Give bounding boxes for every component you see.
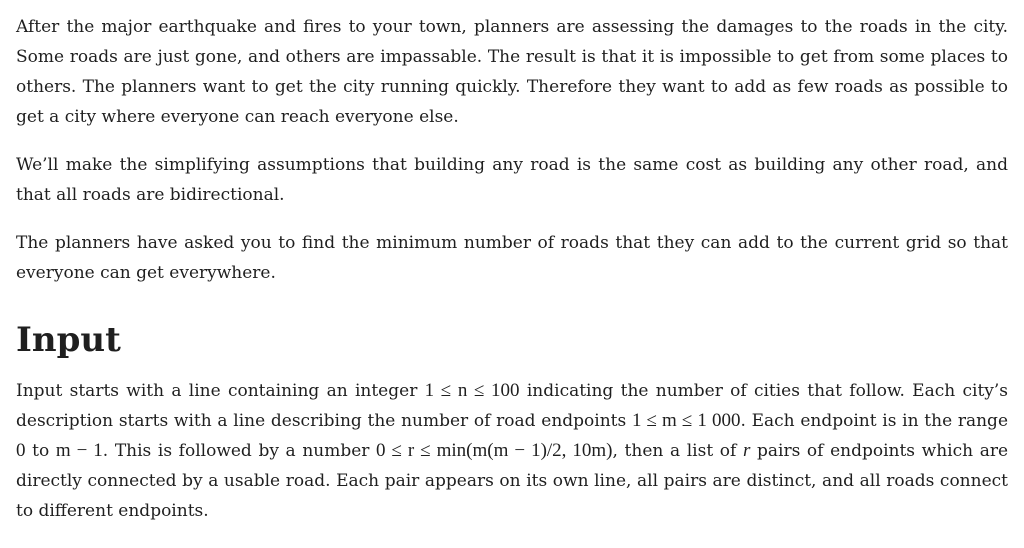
input-text-7: pairs of endpoints which are directly connected by a usable road. Each pair appears on its own line, all pairs are distinct, and all roads connect to different endpoints. (16, 441, 1009, 521)
math-m-range: 1 ≤ m ≤ 1 000 (631, 410, 741, 431)
statement-paragraph-3: The planners have asked you to find the minimum number of roads that they can add to the current grid so that everyone can get everywhere. (16, 233, 1008, 283)
input-text-3: . Each endpoint is in the range (740, 411, 1009, 431)
input-text-6: , then a list of (612, 441, 743, 461)
math-m-minus-1: m − 1 (55, 440, 103, 461)
math-r: r (742, 440, 751, 461)
input-heading: Input (16, 320, 121, 360)
input-text-5: . This is followed by a number (102, 441, 377, 461)
math-zero: 0 (16, 440, 26, 461)
math-r-range: 0 ≤ r ≤ min(m(m − 1)/2, 10m) (376, 440, 613, 461)
math-n-range: 1 ≤ n ≤ 100 (424, 380, 520, 401)
input-paragraph (16, 376, 1008, 526)
input-text-2: indicating the number of cities that follow. Each city’s description starts with a line describing the number of road endpoints (16, 381, 1009, 431)
statement-paragraph-1: After the major earthquake and fires to your town, planners are assessing the damages to the roads in the city. Some roads are just gone, and others are impassable. The result is that it is impossible to get from some places to others. The planners want to get the city running quickly. Therefore they want to add as few roads as possible to get a city where everyone can reach everyone else. (16, 17, 1008, 127)
input-text-1: Input starts with a line containing an integer (16, 381, 425, 401)
input-text-4: to (25, 441, 56, 461)
statement-paragraph-2: We’ll make the simplifying assumptions that building any road is the same cost as building any other road, and that all roads are bidirectional. (16, 155, 1008, 205)
